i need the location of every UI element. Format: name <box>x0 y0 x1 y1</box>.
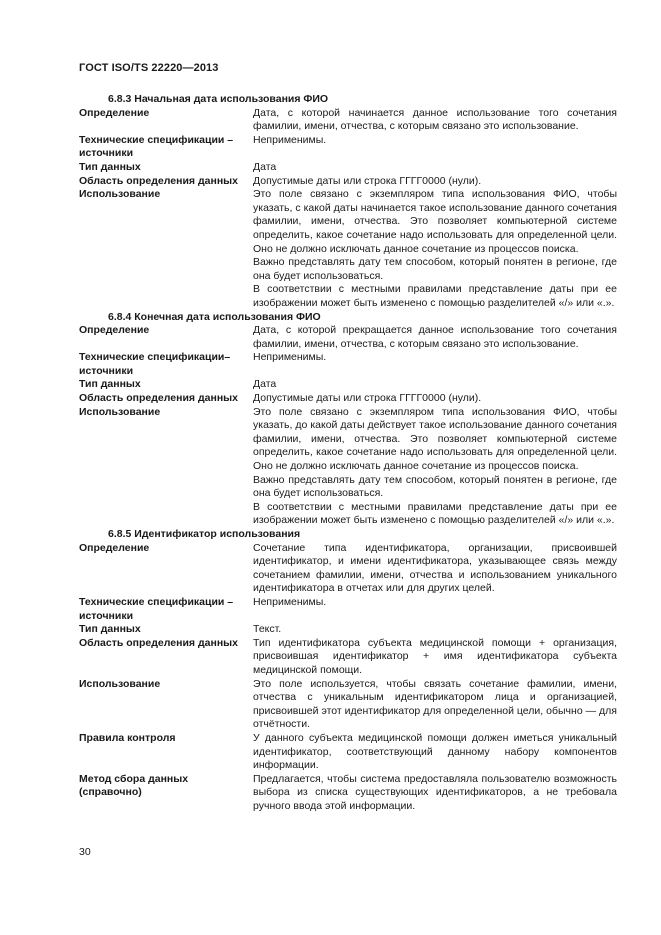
definition-row <box>79 134 617 161</box>
definition-text <box>253 637 617 678</box>
definition-paragraph: Важно представлять дату тем способом, который понятен в регионе, где она будет использоваться. <box>253 256 617 282</box>
definition-paragraph: Неприменимы. <box>253 133 327 146</box>
definition-text <box>253 392 617 406</box>
definition-text <box>253 623 617 637</box>
term-label: Определение <box>79 324 150 337</box>
definition-paragraph: В соответствии с местными правилами представление даты при ее изображении может быть изменено с помощью разделителей «/» или «.». <box>253 500 617 527</box>
term-label: Область определения данных <box>79 174 238 187</box>
definition-paragraph: Важно представлять дату тем способом, который понятен в регионе, где она будет использоваться. <box>253 473 617 500</box>
term-label: Технические спецификации– источники <box>79 351 231 377</box>
definition-paragraph: У данного субъекта медицинской помощи должен иметься уникальный идентификатор, соответствующий данному набору компонентов информации. <box>253 731 617 772</box>
definition-paragraph: Дата, с которой начинается данное использование того сочетания фамилии, имени, отчества, с которым связано это использование. <box>253 106 617 133</box>
document-header: ГОСТ ISO/TS 22220—2013 <box>79 62 219 74</box>
definition-text <box>253 107 617 134</box>
term-label: Использование <box>79 188 161 201</box>
definition-row <box>79 175 617 189</box>
definition-text <box>253 596 617 610</box>
definition-row <box>79 542 617 596</box>
term-label: Использование <box>79 405 161 418</box>
term-label: Тип данных <box>79 623 141 636</box>
definition-paragraph: Предлагается, чтобы система предоставляла пользователю возможность выбора из списка существующих идентификаторов, а не требовала ручного ввода этой информации. <box>253 772 617 812</box>
term-label: Тип данных <box>79 378 141 391</box>
term-label: Технические спецификации – источники <box>79 133 234 160</box>
definition-row <box>79 732 617 773</box>
term-label: Тип данных <box>79 160 141 173</box>
definition-text <box>253 773 617 814</box>
definition-paragraph: Тип идентификатора субъекта медицинской помощи + организация, присвоившая идентификатор + имя идентификатора субъекта медицинской помощи. <box>253 636 617 676</box>
definition-text <box>253 378 617 392</box>
section-title: 6.8.4 Конечная дата использования ФИО <box>108 310 321 323</box>
definition-paragraph: Допустимые даты или строка ГГГГ0000 (нули). <box>253 392 482 405</box>
definition-row <box>79 351 617 378</box>
definition-row <box>79 107 617 134</box>
definition-row <box>79 406 617 528</box>
definition-row <box>79 161 617 175</box>
definition-text <box>253 678 617 732</box>
definition-text <box>253 188 617 310</box>
definition-text <box>253 406 617 528</box>
definition-text <box>253 161 617 175</box>
definition-text <box>253 542 617 596</box>
term-label: Использование <box>79 677 161 690</box>
term-label: Определение <box>79 541 150 554</box>
term-label: Технические спецификации – источники <box>79 595 234 622</box>
term-label: Определение <box>79 106 150 119</box>
definition-text <box>253 351 617 365</box>
term-label: Область определения данных <box>79 636 238 649</box>
definition-paragraph: Дата, с которой прекращается данное использование того сочетания фамилии, имени, отчества, с которым связано это использование. <box>253 324 617 350</box>
definition-paragraph: Неприменимы. <box>253 351 327 364</box>
definition-paragraph: Дата <box>253 160 277 173</box>
definition-paragraph: Дата <box>253 378 277 391</box>
definition-row <box>79 596 617 623</box>
definition-paragraph: Сочетание типа идентификатора, организации, присвоившей идентификатор, и имени идентификатора, указывающее связь между сочетанием фамилии, имени, отчества и использованием уникального идентификатора в отчетах или для других целей. <box>253 541 617 595</box>
definition-row <box>79 392 617 406</box>
definition-text <box>253 324 617 351</box>
term-label: Правила контроля <box>79 731 176 744</box>
term-label: Область определения данных <box>79 392 238 405</box>
definition-row <box>79 773 617 814</box>
section-title: 6.8.5 Идентификатор использования <box>108 528 301 540</box>
definition-paragraph: Текст. <box>253 623 282 636</box>
definition-row <box>79 188 617 310</box>
definition-paragraph: Это поле связано с экземпляром типа использования ФИО, чтобы указать, до какой даты действует такое использование данного сочетания фамилии, имени, отчества. Это позволяет компьютерной системе определить, какое сочетание надо использовать для определенной цели. Оно не должно исключать данное сочетание из процессов поиска. <box>253 405 617 473</box>
definition-row <box>79 623 617 637</box>
definition-paragraph: Это поле используется, чтобы связать сочетание фамилии, имени, отчества с уникальным идентификатором лица и организацией, присвоившей этот идентификатор для определенной цели, обычно — для отчётности. <box>253 677 617 731</box>
definition-text <box>253 732 617 773</box>
definition-text <box>253 134 617 148</box>
definition-paragraph: В соответствии с местными правилами представление даты при ее изображении может быть изменено с помощью разделителей «/» или «.». <box>253 283 617 309</box>
term-label: Метод сбора данных (справочно) <box>79 772 189 799</box>
definition-paragraph: Неприменимы. <box>253 595 327 608</box>
definition-paragraph: Это поле связано с экземпляром типа использования ФИО, чтобы указать, с какой даты начинается такое использование данного сочетания фамилии, имени, отчества. Это позволяет компьютерной системе определить, какое сочетание надо использовать для определенной цели. Оно не должно исключать данное сочетание из процессов поиска. <box>253 188 617 255</box>
section-title: 6.8.3 Начальная дата использования ФИО <box>108 93 329 105</box>
definition-row <box>79 324 617 351</box>
definition-row <box>79 637 617 678</box>
definition-row <box>79 678 617 732</box>
definition-paragraph: Допустимые даты или строка ГГГГ0000 (нули). <box>253 174 482 187</box>
definition-text <box>253 175 617 189</box>
document-content <box>79 93 617 813</box>
page-number: 30 <box>79 846 91 858</box>
definition-row <box>79 378 617 392</box>
